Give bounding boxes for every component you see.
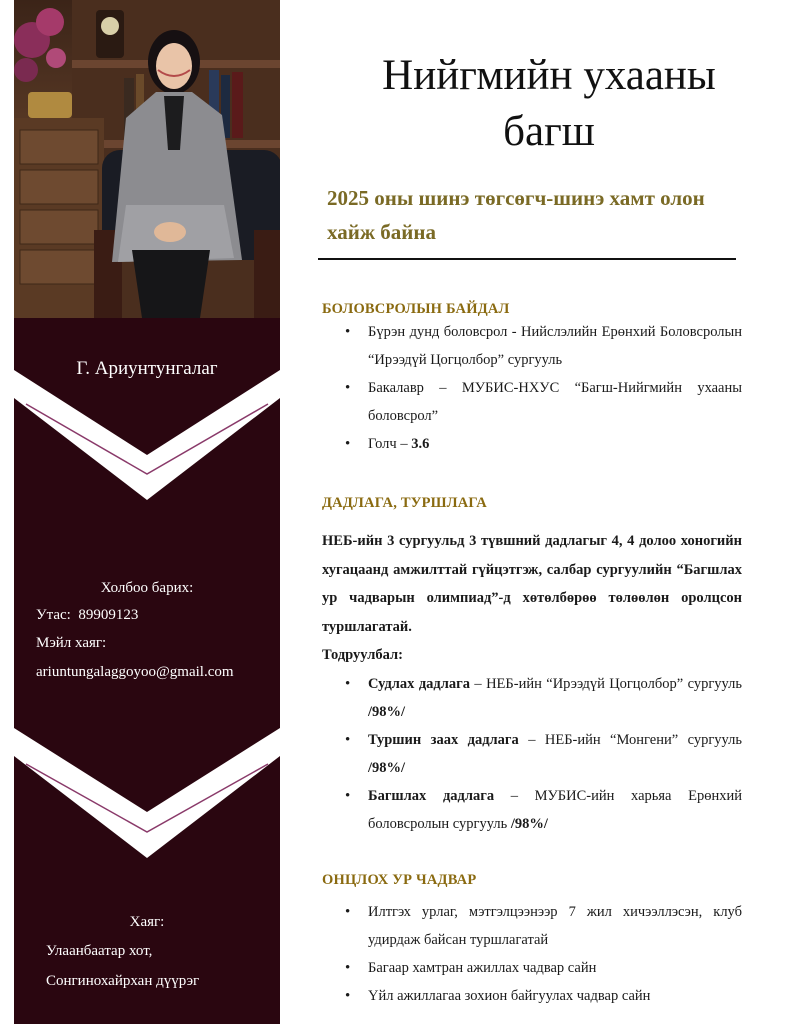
- item-score: /98%/: [368, 704, 406, 720]
- experience-summary: НЕБ-ийн 3 сургуульд 3 түвшний дадлагыг 4, 4 долоо хоногийн хугацаанд амжилттай гүйцэтгэж, салбар сургуулийн “Багшлах ур чадварын олимпиад”-д хөтөлбөрөө төлөөлөн оролцсон туршлагатай.: [322, 533, 742, 635]
- email-label: Мэйл хаяг:: [36, 635, 107, 651]
- skills-heading: ОНЦЛОХ УР ЧАДВАР: [322, 872, 477, 888]
- gpa-label: Голч –: [368, 436, 412, 452]
- item-score: /98%/: [510, 816, 548, 832]
- address-title: Хаяг:: [129, 914, 165, 930]
- skills-list: [322, 898, 742, 1010]
- item-text: – НЕБ-ийн “Ирээдүй Цогцолбор” сургууль: [469, 676, 742, 692]
- experience-list: [322, 670, 742, 838]
- address-line-2: Сонгинохайрхан дүүрэг: [46, 973, 200, 989]
- item-title: Судлах дадлага: [368, 676, 470, 692]
- list-item: [368, 782, 742, 838]
- phone-number[interactable]: 89909123: [78, 607, 139, 623]
- experience-heading: ДАДЛАГА, ТУРШЛАГА: [322, 495, 487, 511]
- list-item: [368, 430, 742, 458]
- list-item: [368, 726, 742, 782]
- sidebar-name: Г. Ариунтунгалаг: [76, 358, 218, 379]
- phone-line: [36, 607, 138, 624]
- item-text: – МУБИС-ийн харьяа Ерөнхий боловсролын сургууль: [368, 788, 743, 832]
- list-item: • Илтгэх урлаг, мэтгэлцээнээр 7 жил хичээллэсэн, клуб удирдаж байсан туршлагатай: [368, 898, 742, 954]
- list-item: [368, 670, 742, 726]
- subtitle: [327, 181, 767, 249]
- list-item: • Багаар хамтран ажиллах чадвар сайн: [368, 954, 742, 982]
- gpa-value: 3.6: [411, 436, 430, 452]
- item-title: Туршин заах дадлага: [368, 732, 519, 748]
- page-title: [316, 48, 782, 160]
- list-item: • Үйл ажиллагаа зохион байгуулах чадвар сайн: [368, 982, 742, 1010]
- title-line-2: багш: [503, 108, 595, 155]
- sidebar: [14, 0, 280, 1024]
- address-block: [14, 914, 280, 989]
- contact-block: [14, 580, 280, 680]
- subtitle-line-2: хайж байна: [327, 220, 436, 244]
- contact-title: Холбоо барих:: [100, 580, 194, 596]
- list-item: • Бакалавр – МУБИС-НХУС “Багш-Нийгмийн ухааны боловсрол”: [368, 374, 742, 430]
- email-address[interactable]: ariuntungalaggoyoo@gmail.com: [36, 664, 234, 680]
- address-line-1: Улаанбаатар хот,: [46, 943, 153, 959]
- subtitle-line-1: 2025 оны шинэ төгсөгч-шинэ хамт олон: [327, 186, 705, 210]
- title-divider: [318, 258, 736, 260]
- list-item: • Бүрэн дунд боловсрол - Нийслэлийн Ерөнхий Боловсролын “Ирээдүй Цогцолбор” сургууль: [368, 318, 742, 374]
- title-line-1: Нийгмийн ухааны: [382, 52, 716, 99]
- education-list: [322, 318, 742, 458]
- phone-label: Утас:: [36, 607, 71, 623]
- item-title: Багшлах дадлага: [368, 788, 495, 804]
- item-score: /98%/: [368, 760, 406, 776]
- details-label: Тодруулбал:: [322, 647, 403, 663]
- education-heading: БОЛОВСРОЛЫН БАЙДАЛ: [322, 301, 510, 317]
- item-text: – НЕБ-ийн “Монгени” сургууль: [518, 732, 742, 748]
- chevron-decoration: [14, 0, 280, 1024]
